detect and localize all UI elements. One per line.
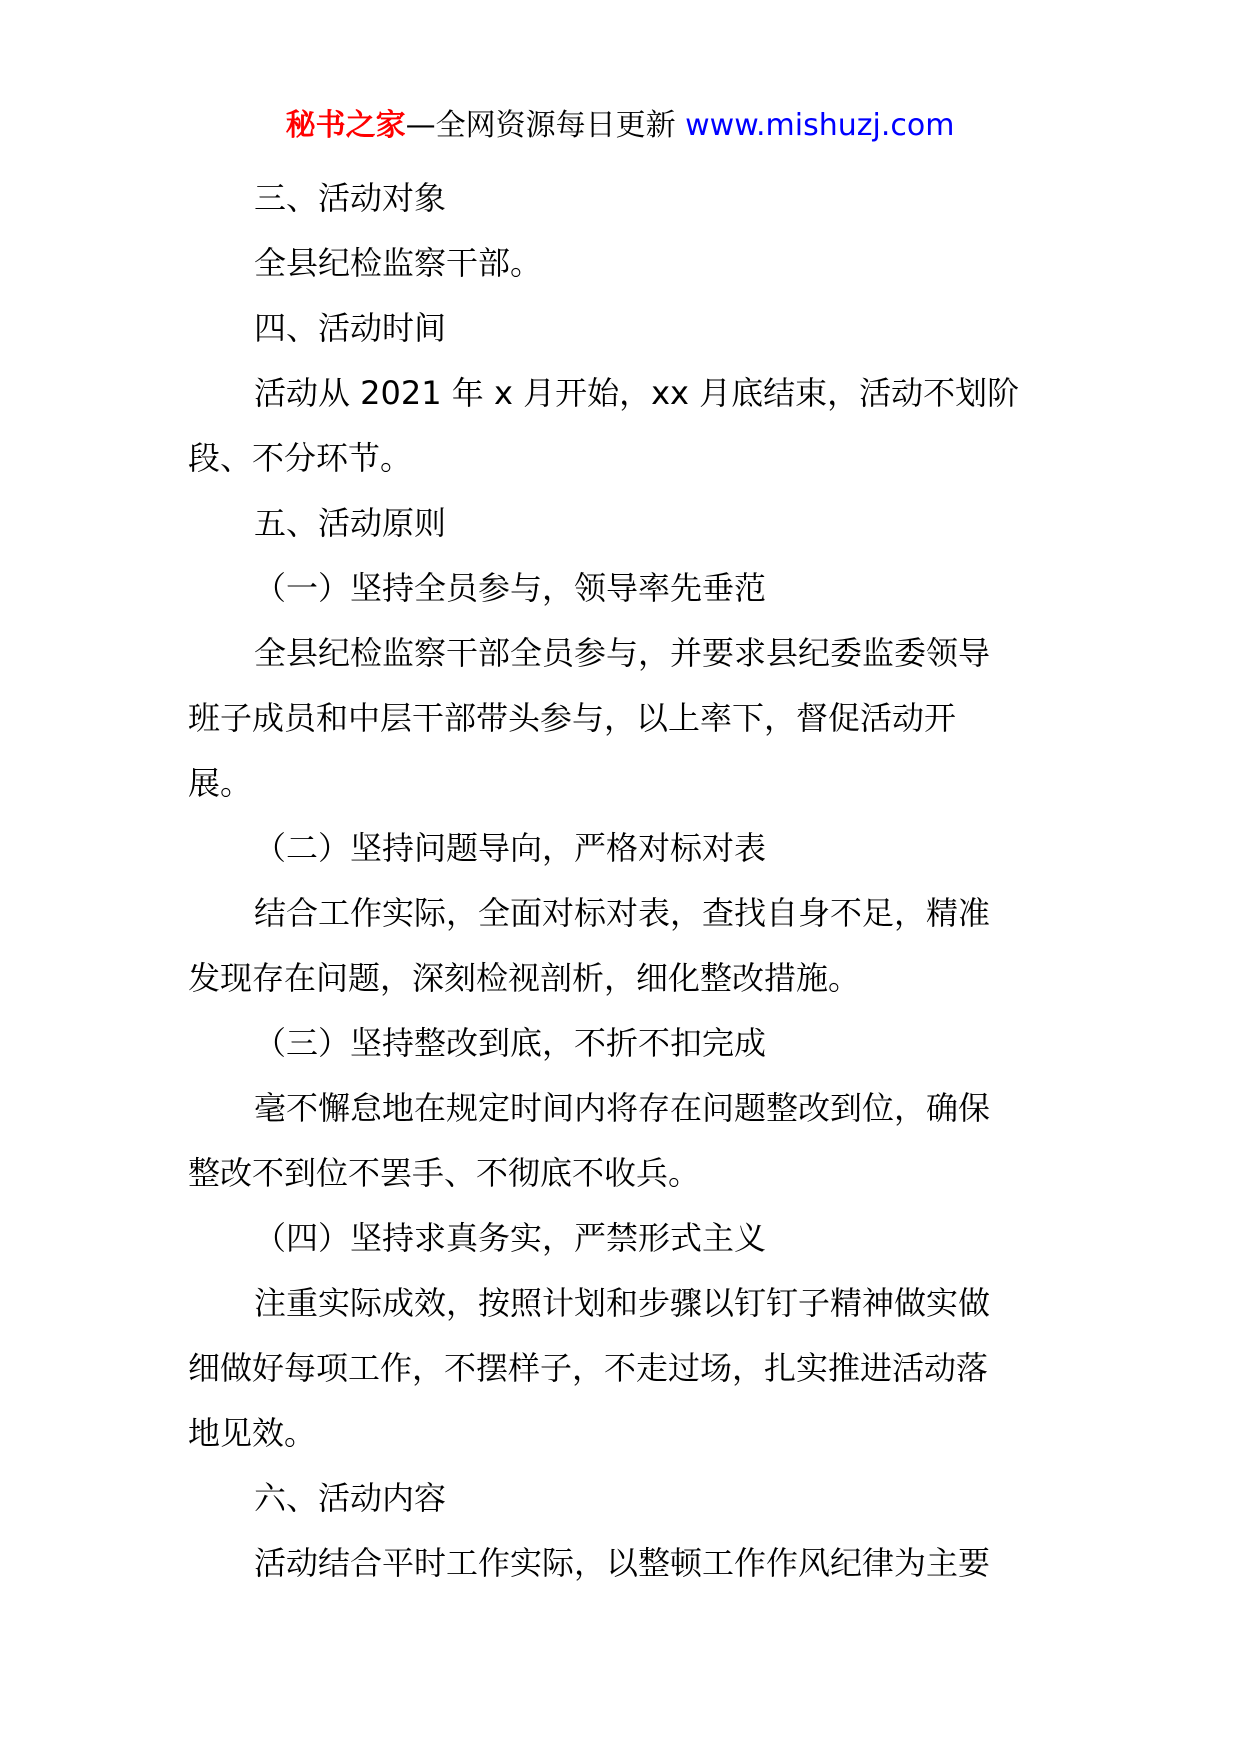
paragraph-line: 展。 [188, 764, 253, 802]
paragraph-line: 细做好每项工作，不摆样子，不走过场，扎实推进活动落 [188, 1349, 989, 1387]
subsection-heading-2: （二）坚持问题导向，严格对标对表 [254, 829, 767, 867]
brand-name: 秘书之家 [285, 108, 406, 143]
paragraph-line: 发现存在问题，深刻检视剖析，细化整改措施。 [188, 959, 861, 997]
paragraph-line: 活动结合平时工作实际，以整顿工作作风纪律为主要 [254, 1544, 991, 1582]
section-heading-6: 六、活动内容 [254, 1479, 447, 1517]
site-header [0, 101, 1240, 151]
subsection-heading-3: （三）坚持整改到底，不折不扣完成 [254, 1024, 767, 1062]
section-heading-3: 三、活动对象 [254, 179, 447, 217]
paragraph-line: 毫不懈怠地在规定时间内将存在问题整改到位，确保 [254, 1089, 991, 1127]
header-tagline: —全网资源每日更新 [405, 108, 686, 143]
document-body [188, 166, 1058, 1596]
paragraph-line: 结合工作实际，全面对标对表，查找自身不足，精准 [254, 894, 991, 932]
section-heading-5: 五、活动原则 [254, 504, 447, 542]
paragraph-line: 地见效。 [188, 1414, 317, 1452]
paragraph-line: 段、不分环节。 [188, 439, 413, 477]
paragraph-line: 全县纪检监察干部。 [254, 244, 543, 282]
paragraph-line: 注重实际成效，按照计划和步骤以钉钉子精神做实做 [254, 1284, 991, 1322]
paragraph-line: 全县纪检监察干部全员参与，并要求县纪委监委领导 [254, 634, 991, 672]
section-heading-4: 四、活动时间 [254, 309, 447, 347]
paragraph-line: 活动从 2021 年 x 月开始，xx 月底结束，活动不划阶 [254, 374, 1020, 412]
paragraph-line: 班子成员和中层干部带头参与，以上率下，督促活动开 [188, 699, 957, 737]
paragraph-line: 整改不到位不罢手、不彻底不收兵。 [188, 1154, 701, 1192]
subsection-heading-4: （四）坚持求真务实，严禁形式主义 [254, 1219, 767, 1257]
subsection-heading-1: （一）坚持全员参与，领导率先垂范 [254, 569, 767, 607]
site-url-link[interactable]: www.mishuzj.com [685, 108, 955, 143]
